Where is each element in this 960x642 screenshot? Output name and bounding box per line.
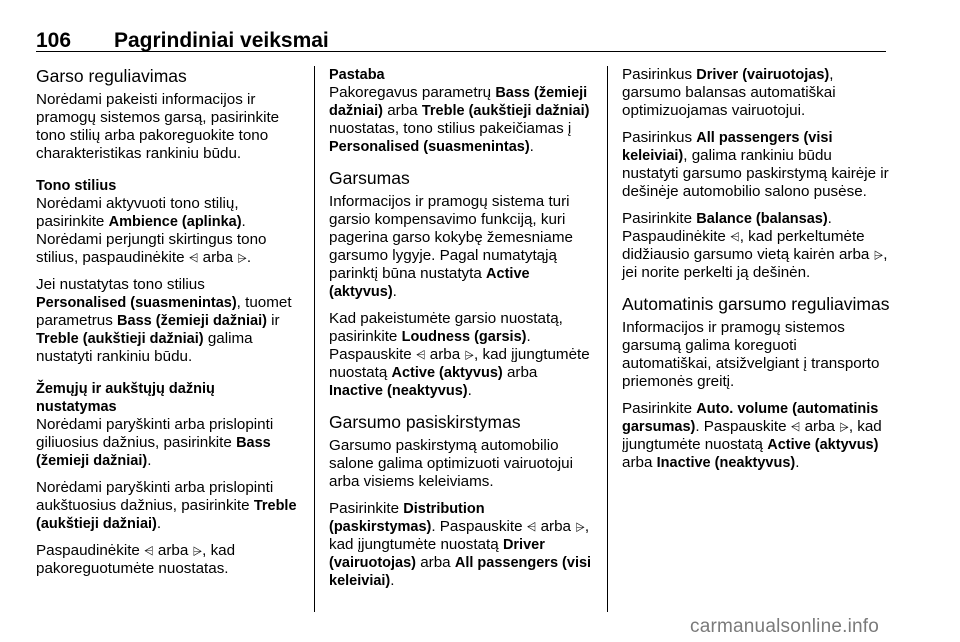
- paragraph-all-passengers: Pasirinkus All passengers (visi keleiviai), galima rankiniu būdu nustatyti garsumo paskirstymą kairėje ir dešinėje automobilio salono pusėse.: [622, 129, 889, 200]
- paragraph-freq-treble: Norėdami paryškinti arba prislopinti aukštuosius dažnius, pasirinkite Treble (aukštieji dažniai).: [36, 479, 297, 532]
- paragraph-loudness: Kad pakeistumėte garsio nuostatą, pasirinkite Loudness (garsis). Paspauskite ⩤ arba ⩥, kad įjungtumėte nuostatą Active (aktyvus) arba Inactive (neaktyvus).: [329, 310, 590, 399]
- page-number: 106: [36, 29, 72, 52]
- watermark-text: carmanualsonline.info: [690, 616, 880, 637]
- arrow-right-icon: ⩥: [237, 251, 247, 265]
- column-divider-1: [314, 66, 315, 612]
- heading-sound-adjustment: Garso reguliavimas: [36, 66, 187, 86]
- header-rule: [36, 51, 886, 52]
- paragraph-balance: Pasirinkite Balance (balansas). Paspaudinėkite ⩤, kad perkeltumėte didžiausio garsumo vietą kairėn arba ⩥, jei norite perkelti ją dešinėn.: [622, 210, 888, 281]
- paragraph-freq-adjust: Paspaudinėkite ⩤ arba ⩥, kad pakoreguotumėte nuostatas.: [36, 542, 236, 577]
- column-divider-2: [607, 66, 608, 612]
- arrow-right-icon: ⩥: [192, 544, 203, 558]
- arrow-left-icon: ⩤: [790, 420, 801, 434]
- page-title: Pagrindiniai veiksmai: [114, 29, 329, 52]
- arrow-right-icon: ⩥: [873, 248, 884, 262]
- subheading-frequency: Žemųjų ir aukštųjų dažnių nustatymas: [36, 381, 215, 415]
- note-title: Pastaba: [329, 67, 385, 83]
- arrow-right-icon: ⩥: [839, 420, 849, 434]
- arrow-left-icon: ⩤: [730, 230, 740, 244]
- arrow-right-icon: ⩥: [575, 520, 585, 534]
- paragraph-personalised: Jei nustatytas tono stilius Personalised (suasmenintas), tuomet parametrus Bass (žemieji dažniai) ir Treble (aukštieji dažniai) galima nustatyti rankiniu būdu.: [36, 276, 292, 365]
- arrow-left-icon: ⩤: [144, 544, 154, 558]
- arrow-right-icon: ⩥: [464, 348, 475, 362]
- column-3: [622, 66, 890, 481]
- arrow-left-icon: ⩤: [188, 251, 199, 265]
- subheading-tone-style: Tono stilius: [36, 178, 117, 194]
- arrow-left-icon: ⩤: [526, 520, 537, 534]
- paragraph-driver: Pasirinkus Driver (vairuotojas), garsumo balansas automatiškai optimizuojamas vairuotojui.: [622, 66, 836, 119]
- paragraph-distribution-intro: Garsumo paskirstymą automobilio salone galima optimizuoti vairuotojui arba visiems keleiviams.: [329, 437, 573, 490]
- heading-volume: Garsumas: [329, 168, 410, 188]
- heading-auto-volume: Automatinis garsumo reguliavimas: [622, 294, 890, 314]
- paragraph-volume-intro: Informacijos ir pramogų sistema turi garsio kompensavimo funkciją, kuri pagerina garso kokybę žemesniame garsumo lygyje. Pagal numatytąją parinktį būna nustatyta Active (aktyvus).: [329, 193, 573, 300]
- paragraph-distribution-select: Pasirinkite Distribution (paskirstymas). Paspauskite ⩤ arba ⩥, kad įjungtumėte nuostatą Driver (vairuotojas) arba All passengers (visi keleiviai).: [329, 500, 592, 589]
- column-2: [329, 66, 595, 599]
- paragraph-freq-bass: Žemųjų ir aukštųjų dažnių nustatymas Norėdami paryškinti arba prislopinti giliuosius dažnius, pasirinkite Bass (žemieji dažniai).: [36, 380, 298, 470]
- paragraph-auto-volume-intro: Informacijos ir pramogų sistemos garsumą galima koreguoti automatiškai, atsižvelgiant į transporto priemonės greitį.: [622, 319, 880, 390]
- arrow-left-icon: ⩤: [415, 348, 426, 362]
- heading-distribution: Garsumo pasiskirstymas: [329, 412, 521, 432]
- note-block: Pastaba Pakoregavus parametrų Bass (žemieji dažniai) arba Treble (aukštieji dažniai) nuostatas, tono stilius pakeičiamas į Personalised (suasmenintas).: [329, 66, 595, 156]
- column-1: [36, 66, 298, 587]
- paragraph-tone-style: Tono stilius Norėdami aktyvuoti tono stilių, pasirinkite Ambience (aplinka). Norėdami perjungti skirtingus tono stilius, paspaudinėkite ⩤ arba ⩥.: [36, 177, 298, 267]
- paragraph-auto-volume-select: Pasirinkite Auto. volume (automatinis garsumas). Paspauskite ⩤ arba ⩥, kad įjungtumėte nuostatą Active (aktyvus) arba Inactive (neaktyvus).: [622, 400, 882, 471]
- paragraph-sound-intro: Norėdami pakeisti informacijos ir pramogų sistemos garsą, pasirinkite tono stilių arba pakoreguokite tono charakteristikas rankiniu būdu.: [36, 91, 280, 162]
